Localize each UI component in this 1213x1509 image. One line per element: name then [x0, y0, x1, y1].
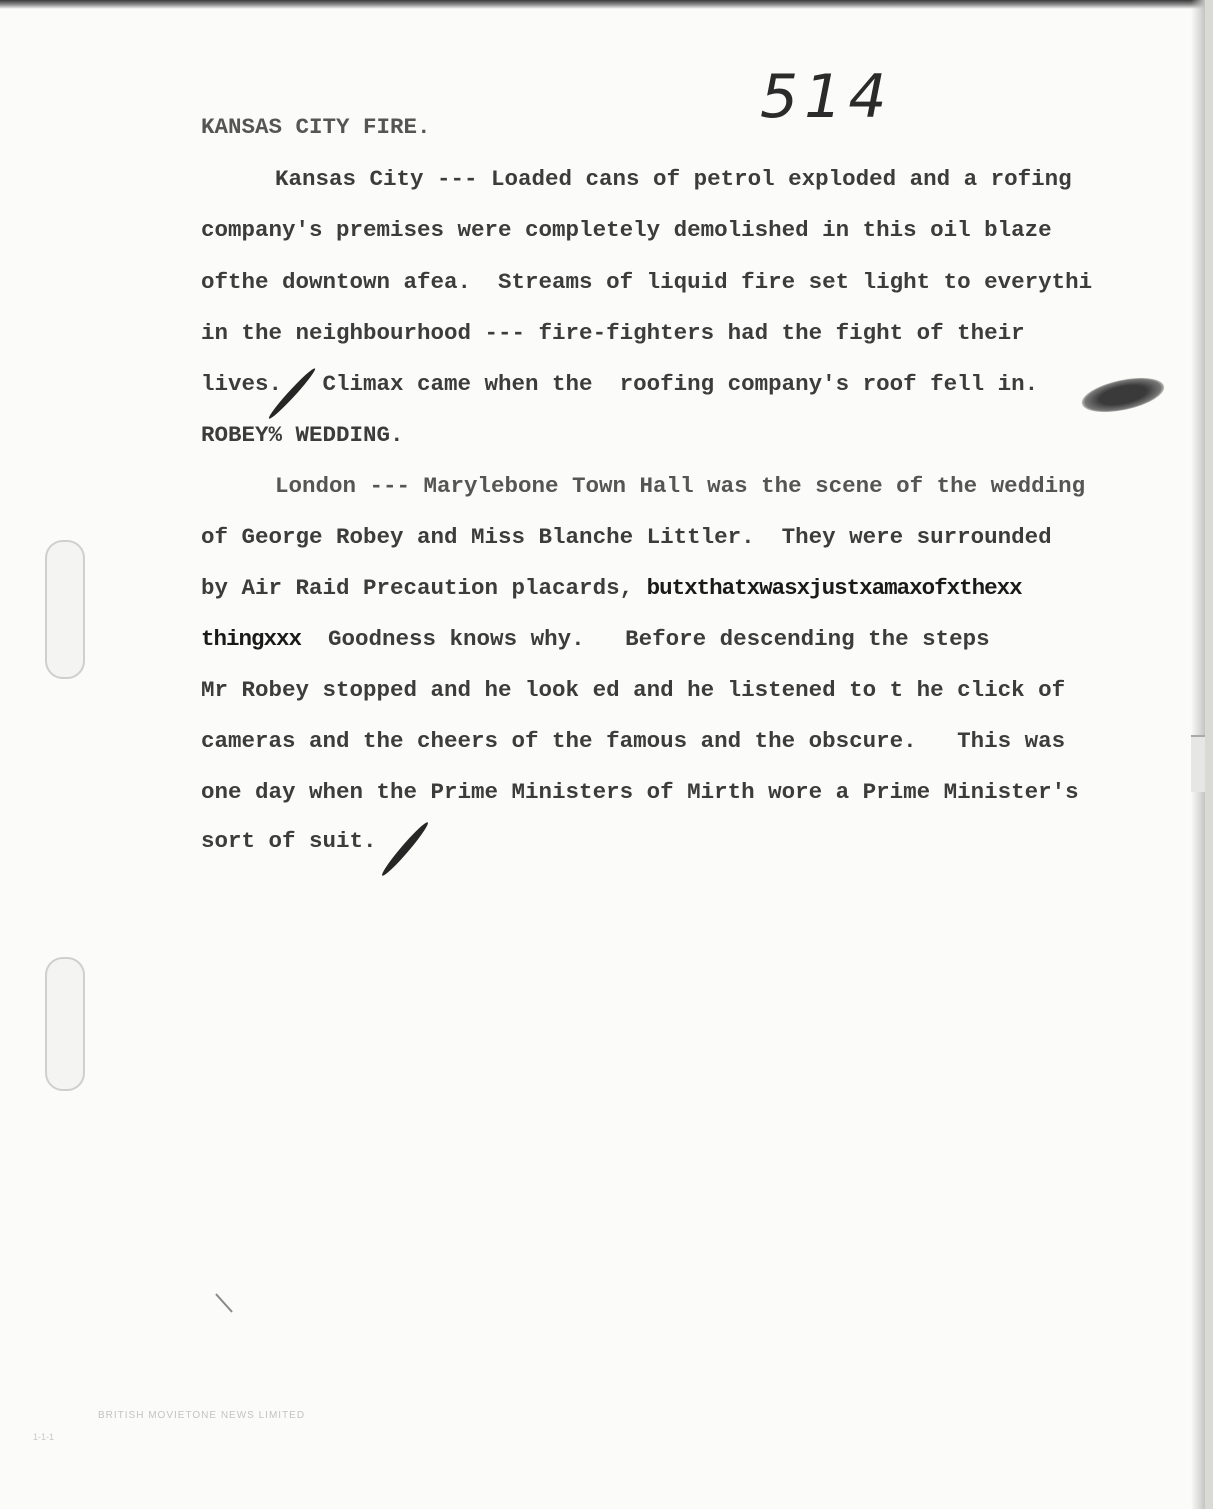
story-line: in the neighbourhood --- fire-fighters had the fight of their — [201, 320, 1025, 346]
struck-through-text: thingxxx — [201, 626, 302, 652]
binder-hole — [45, 540, 85, 679]
handwritten-page-number: 514 — [760, 62, 893, 132]
story-text: by Air Raid Precaution placards, — [201, 575, 634, 601]
story-line: ofthe downtown afea. Streams of liquid fire set light to everythi — [201, 269, 1093, 295]
stray-pencil-mark — [215, 1293, 233, 1312]
story-line: cameras and the cheers of the famous and the obscure. This was — [201, 728, 1066, 754]
page-top-edge — [0, 0, 1205, 9]
story-line: lives. Climax came when the roofing company's roof fell in. — [201, 371, 1039, 397]
heading-kansas-city-fire: KANSAS CITY FIRE. — [201, 114, 431, 140]
story-line — [201, 575, 1022, 601]
bleed-through-text: 1-1-1 — [33, 1432, 55, 1442]
story-line: London --- Marylebone Town Hall was the scene of the wedding — [275, 473, 1086, 499]
story-line: one day when the Prime Ministers of Mirth wore a Prime Minister's — [201, 779, 1079, 805]
heading-robey-wedding: ROBEY% WEDDING. — [201, 422, 404, 448]
page-edge-tab — [1191, 735, 1205, 792]
story-line: company's premises were completely demolished in this oil blaze — [201, 217, 1052, 243]
story-line: sort of suit. — [201, 828, 377, 854]
struck-through-text: butxthatxwasxjustxamaxofxthexx — [646, 575, 1022, 601]
bleed-through-text: BRITISH MOVIETONE NEWS LIMITED — [98, 1410, 306, 1421]
binder-hole — [45, 957, 85, 1091]
story-line: Kansas City --- Loaded cans of petrol exploded and a rofing — [275, 166, 1072, 192]
story-line: Mr Robey stopped and he look ed and he listened to t he click of — [201, 677, 1066, 703]
ink-scribble — [1079, 372, 1167, 419]
pen-slash-mark — [379, 820, 430, 879]
story-line: of George Robey and Miss Blanche Littler. They were surrounded — [201, 524, 1052, 550]
story-line — [201, 626, 990, 652]
story-text: Goodness knows why. Before descending the steps — [301, 626, 990, 652]
